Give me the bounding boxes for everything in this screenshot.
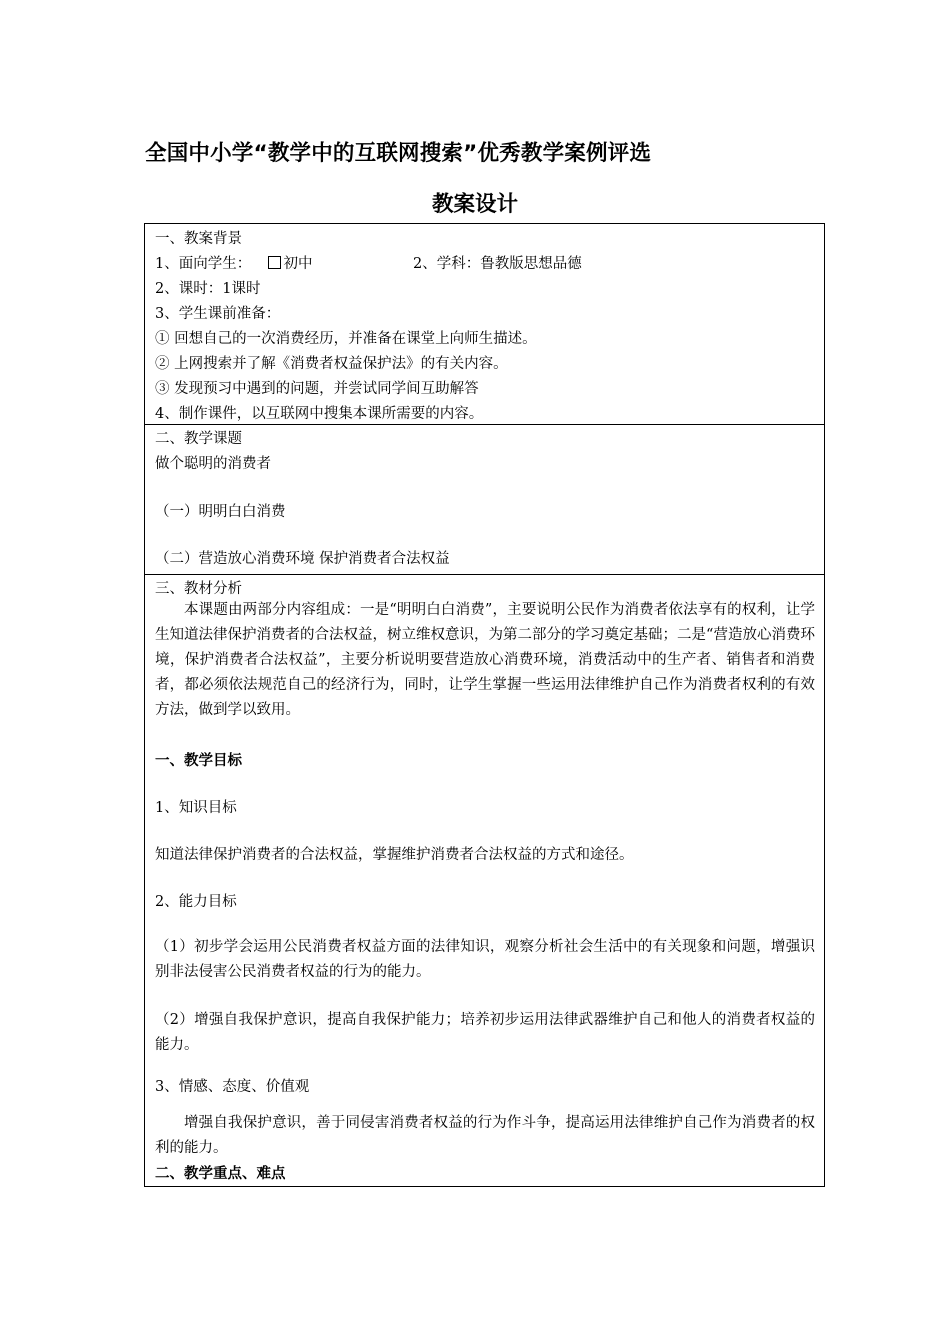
audience-row xyxy=(155,255,582,273)
ability-heading: 2、能力目标 xyxy=(155,894,237,910)
section-analysis xyxy=(145,575,824,1186)
hours-label: 2、课时：1课时 xyxy=(155,281,261,297)
prep-item: ③ 发现预习中遇到的问题，并尝试同学间互助解答 xyxy=(155,381,479,397)
audience-value: 初中 xyxy=(283,256,313,272)
ability-item: （1）初步学会运用公民消费者权益方面的法律知识，观察分析社会生活中的有关现象和问题，增强识别非法侵害公民消费者权益的行为的能力。 xyxy=(155,939,815,980)
checkbox-icon xyxy=(268,256,281,269)
knowledge-heading: 1、知识目标 xyxy=(155,800,237,816)
section-background xyxy=(145,224,824,424)
section-topic xyxy=(145,425,824,574)
prep-item: ① 回想自己的一次消费经历，并准备在课堂上向师生描述。 xyxy=(155,331,537,347)
background-heading: 一、教案背景 xyxy=(155,231,242,247)
ability-item: （2）增强自我保护意识，提高自我保护能力；培养初步运用法律武器维护自己和他人的消费者权益的能力。 xyxy=(155,1012,815,1053)
emotion-heading: 3、情感、态度、价值观 xyxy=(155,1079,310,1095)
audience-label: 1、面向学生： xyxy=(155,256,252,272)
prep-item: ② 上网搜索并了解《消费者权益保护法》的有关内容。 xyxy=(155,356,508,372)
subject-label: 2、学科：鲁教版思想品德 xyxy=(413,256,582,272)
analysis-paragraph: 本课题由两部分内容组成：一是“明明白白消费”，主要说明公民作为消费者依法享有的权利，让学生知道法律保护消费者的合法权益，树立维权意识，为第二部分的学习奠定基础；二是“营造放心消费环境，保护消费者合法权益”，主要分析说明要营造放心消费环境，消费活动中的生产者、销售者和消费者，都必须依法规范自己的经济行为，同时，让学生掌握一些运用法律维护自己作为消费者权利的有效方法，做到学以致用。 xyxy=(155,602,815,718)
goals-heading: 一、教学目标 xyxy=(155,753,242,769)
document-title: 全国中小学“教学中的互联网搜索”优秀教学案例评选 xyxy=(145,141,652,166)
topic-title: 做个聪明的消费者 xyxy=(155,456,271,472)
prep-heading: 3、学生课前准备： xyxy=(155,306,281,322)
document-subtitle: 教案设计 xyxy=(431,192,518,217)
topic-part: （一）明明白白消费 xyxy=(155,504,286,520)
courseware-note: 4、制作课件，以互联网中搜集本课所需要的内容。 xyxy=(155,406,484,422)
analysis-heading: 三、教材分析 xyxy=(155,581,242,597)
lesson-plan-table xyxy=(144,223,825,1187)
knowledge-text: 知道法律保护消费者的合法权益，掌握维护消费者合法权益的方式和途径。 xyxy=(155,847,634,863)
topic-part: （二）营造放心消费环境 保护消费者合法权益 xyxy=(155,551,450,567)
key-points-heading: 二、教学重点、难点 xyxy=(155,1166,286,1182)
emotion-text: 增强自我保护意识，善于同侵害消费者权益的行为作斗争，提高运用法律维护自己作为消费者的权利的能力。 xyxy=(155,1115,815,1156)
topic-heading: 二、教学课题 xyxy=(155,431,242,447)
